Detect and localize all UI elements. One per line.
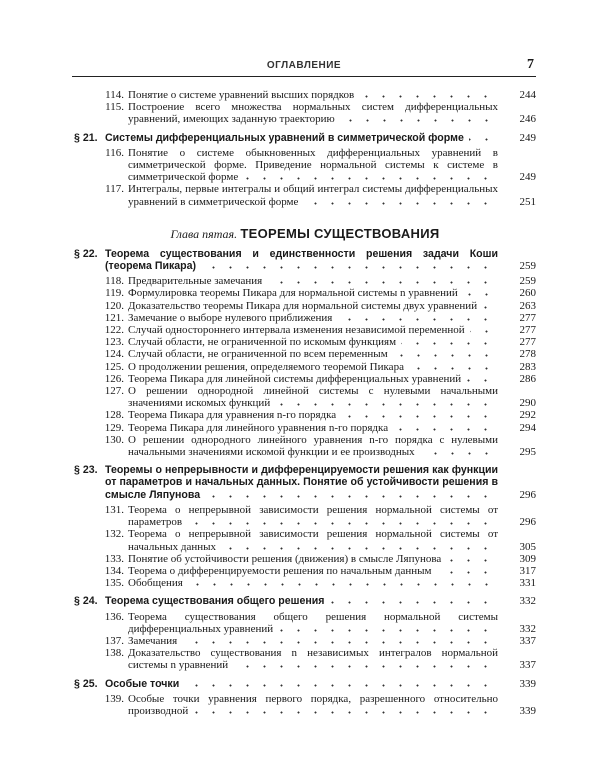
entry-number: 119.: [105, 287, 124, 300]
toc-subsection-entry[interactable]: [74, 422, 536, 434]
dot-leader: [193, 711, 494, 714]
entry-title: Особые точки: [105, 677, 180, 690]
toc-subsection-entry[interactable]: [74, 635, 536, 647]
entry-number: § 23.: [74, 464, 98, 477]
entry-number: 129.: [104, 421, 124, 434]
entry-page-number: 331: [519, 577, 536, 590]
dot-leader: [233, 665, 494, 668]
entry-number: 131.: [104, 503, 124, 516]
toc-subsection-entry[interactable]: [74, 577, 536, 589]
entry-page-number: 259: [519, 275, 536, 288]
chapter-label: Глава пятая.: [170, 226, 238, 241]
entry-page-number: 249: [519, 171, 536, 184]
entry-number: 125.: [104, 360, 124, 373]
entry-page-number: 277: [519, 336, 536, 349]
toc-subsection-entry[interactable]: [74, 300, 536, 312]
toc-section-entry[interactable]: [74, 132, 536, 144]
dot-leader: [463, 293, 495, 296]
entry-title: О продолжении решения, определяемого теоремой Пикара: [128, 360, 404, 373]
entry-number: 121.: [104, 311, 124, 324]
entry-page-number: 337: [519, 634, 536, 647]
toc-subsection-entry[interactable]: [74, 647, 536, 671]
dot-leader: [187, 522, 494, 525]
entry-title: Понятие о системе уравнений высших порядков: [128, 89, 355, 101]
dot-leader: [188, 583, 495, 586]
entry-title: Замечание о выборе нулевого приближения: [128, 311, 333, 324]
dot-leader: [303, 202, 494, 205]
running-header: [72, 56, 536, 77]
entry-page-number: 339: [519, 704, 536, 717]
entry-title: Замечания: [128, 634, 178, 647]
dot-leader: [205, 495, 494, 498]
entry-title: Системы дифференциальных уравнений в симметрической форме: [105, 131, 464, 144]
entry-title: Теорема существования общего решения: [105, 595, 325, 608]
dot-leader: [466, 379, 494, 382]
toc-subsection-entry[interactable]: [74, 434, 536, 458]
entry-number: 127.: [104, 385, 124, 398]
entry-page-number: 244: [519, 89, 536, 101]
table-of-contents: [74, 89, 536, 717]
chapter-heading: [74, 226, 536, 242]
entry-number: 115.: [105, 101, 124, 114]
entry-title: Теорема существования и единственности решения задачи Коши (теорема Пикара): [105, 247, 498, 273]
entry-page-number: 259: [519, 260, 536, 273]
toc-subsection-entry[interactable]: [74, 287, 536, 299]
entry-page-number: 260: [519, 287, 536, 300]
entry-number: 136.: [104, 610, 124, 623]
toc-subsection-entry[interactable]: [74, 101, 536, 125]
dot-leader: [243, 177, 494, 180]
entry-title: Предварительные замечания: [128, 275, 263, 288]
toc-section-entry[interactable]: [74, 595, 536, 607]
entry-number: 124.: [104, 348, 124, 361]
toc-subsection-entry[interactable]: [74, 373, 536, 385]
dot-leader: [278, 629, 494, 632]
toc-subsection-entry[interactable]: [74, 336, 536, 348]
entry-number: § 25.: [74, 677, 98, 690]
entry-page-number: 277: [519, 311, 536, 324]
toc-subsection-entry[interactable]: [74, 565, 536, 577]
entry-page-number: 309: [519, 552, 536, 565]
dot-leader: [221, 547, 494, 550]
entry-page-number: 295: [519, 446, 536, 459]
dot-leader: [401, 342, 494, 345]
entry-page-number: 251: [519, 195, 536, 208]
dot-leader: [436, 571, 494, 574]
toc-subsection-entry[interactable]: [74, 611, 536, 635]
entry-page-number: 339: [519, 677, 536, 690]
dot-leader: [267, 281, 494, 284]
entry-title: Теорема Пикара для линейного уравнения n-го порядка: [128, 421, 389, 434]
entry-number: 120.: [104, 299, 124, 312]
entry-page-number: 337: [519, 659, 536, 672]
entry-title: Доказательство теоремы Пикара для нормальной системы двух уравнений: [128, 299, 478, 312]
dot-leader: [182, 641, 494, 644]
entry-number: 114.: [105, 89, 124, 101]
entry-number: 118.: [105, 275, 124, 288]
running-header-title: ОГЛАВЛЕНИЕ: [266, 60, 342, 71]
dot-leader: [201, 266, 494, 269]
entry-title: Теорема о непрерывной зависимости решения нормальной системы от начальных данных: [128, 528, 498, 553]
entry-page-number: 332: [519, 595, 536, 608]
entry-page-number: 286: [519, 372, 536, 385]
dot-leader: [359, 95, 494, 98]
entry-title: О решении однородной линейной системы с нулевыми начальными значениями искомых функций: [128, 385, 498, 410]
dot-leader: [393, 354, 495, 357]
entry-number: § 24.: [74, 595, 98, 608]
dot-leader: [275, 403, 494, 406]
toc-subsection-entry[interactable]: [74, 147, 536, 184]
entry-page-number: 305: [519, 540, 536, 553]
toc-section-entry[interactable]: [74, 248, 536, 272]
dot-leader: [393, 428, 494, 431]
toc-subsection-entry[interactable]: [74, 385, 536, 409]
entry-page-number: 290: [519, 397, 536, 410]
entry-page-number: 249: [519, 131, 536, 144]
entry-page-number: 283: [519, 360, 536, 373]
entry-number: 116.: [105, 146, 124, 159]
entry-title: Доказательство существования n независимых интегралов нормальной системы n уравнений: [128, 647, 498, 672]
entry-title: Обобщения: [128, 577, 183, 590]
toc-subsection-entry[interactable]: [74, 183, 536, 207]
dot-leader: [341, 415, 494, 418]
dot-leader: [470, 330, 495, 333]
page-number: 7: [527, 57, 534, 72]
entry-page-number: 246: [519, 113, 536, 126]
dot-leader: [420, 452, 495, 455]
toc-subsection-entry[interactable]: [74, 528, 536, 552]
entry-title: Теорема о дифференцируемости решения по начальным данным: [128, 564, 432, 577]
toc-subsection-entry[interactable]: [74, 324, 536, 336]
entry-title: Особые точки уравнения первого порядка, разрешенного относительно производной: [128, 692, 498, 717]
chapter-title: ТЕОРЕМЫ СУЩЕСТВОВАНИЯ: [240, 225, 440, 241]
toc-subsection-entry[interactable]: [74, 89, 536, 101]
entry-page-number: 332: [519, 622, 536, 635]
entry-number: 117.: [105, 183, 124, 196]
entry-number: 138.: [104, 647, 124, 660]
entry-number: 135.: [104, 577, 124, 590]
entry-page-number: 296: [519, 488, 536, 501]
toc-subsection-entry[interactable]: [74, 693, 536, 717]
dot-leader: [482, 306, 494, 309]
toc-subsection-entry[interactable]: [74, 409, 536, 421]
entry-number: 137.: [104, 634, 124, 647]
entry-page-number: 277: [519, 324, 536, 337]
entry-title: О решении однородного линейного уравнения n-го порядка с нулевыми начальными значениями искомой функции и ее производных: [128, 433, 498, 459]
dot-leader: [409, 367, 495, 370]
dot-leader: [469, 138, 495, 141]
dot-leader: [446, 559, 494, 562]
entry-page-number: 278: [519, 348, 536, 361]
dot-leader: [329, 601, 494, 604]
entry-title: Формулировка теоремы Пикара для нормальной системы n уравнений: [128, 287, 458, 300]
dot-leader: [337, 318, 494, 321]
dot-leader: [340, 119, 495, 122]
entry-title: Теоремы о непрерывности и дифференцируемости решения как функции от параметров и начальных данных. Понятие об устойчивости решения в смысле Ляпунова: [105, 464, 498, 501]
entry-number: 134.: [104, 564, 124, 577]
entry-title: Теорема существования общего решения нормальной системы дифференциальных уравнений: [128, 610, 498, 635]
entry-title: Теорема Пикара для уравнения n-го порядка: [128, 409, 337, 422]
entry-title: Случай одностороннего интервала изменения независимой переменной: [128, 324, 465, 337]
toc-subsection-entry[interactable]: [74, 504, 536, 528]
toc-subsection-entry[interactable]: [74, 348, 536, 360]
entry-page-number: 263: [519, 299, 536, 312]
entry-title: Случай области, не ограниченной по искомым функциям: [128, 336, 397, 349]
entry-title: Случай области, не ограниченной по всем переменным: [128, 348, 388, 361]
toc-subsection-entry[interactable]: [74, 275, 536, 287]
entry-title: Понятие о системе обыкновенных дифференциальных уравнений в симметрической форме. Приведение нормальной системы к системе в симметрической форме: [128, 146, 498, 184]
entry-title: Понятие об устойчивости решения (движения) в смысле Ляпунова: [128, 552, 442, 565]
entry-page-number: 317: [519, 564, 536, 577]
entry-number: § 22.: [74, 247, 98, 260]
toc-section-entry[interactable]: [74, 464, 536, 501]
entry-title: Интегралы, первые интегралы и общий интеграл системы дифференциальных уравнений в симметрической форме: [128, 183, 498, 208]
entry-title: Теорема Пикара для линейной системы дифференциальных уравнений: [128, 372, 462, 385]
entry-number: 122.: [104, 324, 124, 337]
entry-page-number: 296: [519, 516, 536, 529]
entry-page-number: 292: [519, 409, 536, 422]
entry-number: 132.: [104, 528, 124, 541]
entry-number: 133.: [104, 552, 124, 565]
toc-subsection-entry[interactable]: [74, 553, 536, 565]
toc-section-entry[interactable]: [74, 678, 536, 690]
entry-number: 139.: [104, 692, 124, 705]
toc-subsection-entry[interactable]: [74, 361, 536, 373]
entry-page-number: 294: [519, 421, 536, 434]
entry-title: Теорема о непрерывной зависимости решения нормальной системы от параметров: [128, 503, 498, 529]
entry-title: Построение всего множества нормальных систем дифференциальных уравнений, имеющих заданную траекторию: [128, 101, 498, 126]
entry-number: 128.: [104, 409, 124, 422]
entry-number: 130.: [104, 433, 124, 446]
toc-subsection-entry[interactable]: [74, 312, 536, 324]
entry-number: 123.: [104, 336, 124, 349]
entry-number: § 21.: [74, 131, 98, 144]
dot-leader: [184, 684, 494, 687]
entry-number: 126.: [104, 372, 124, 385]
